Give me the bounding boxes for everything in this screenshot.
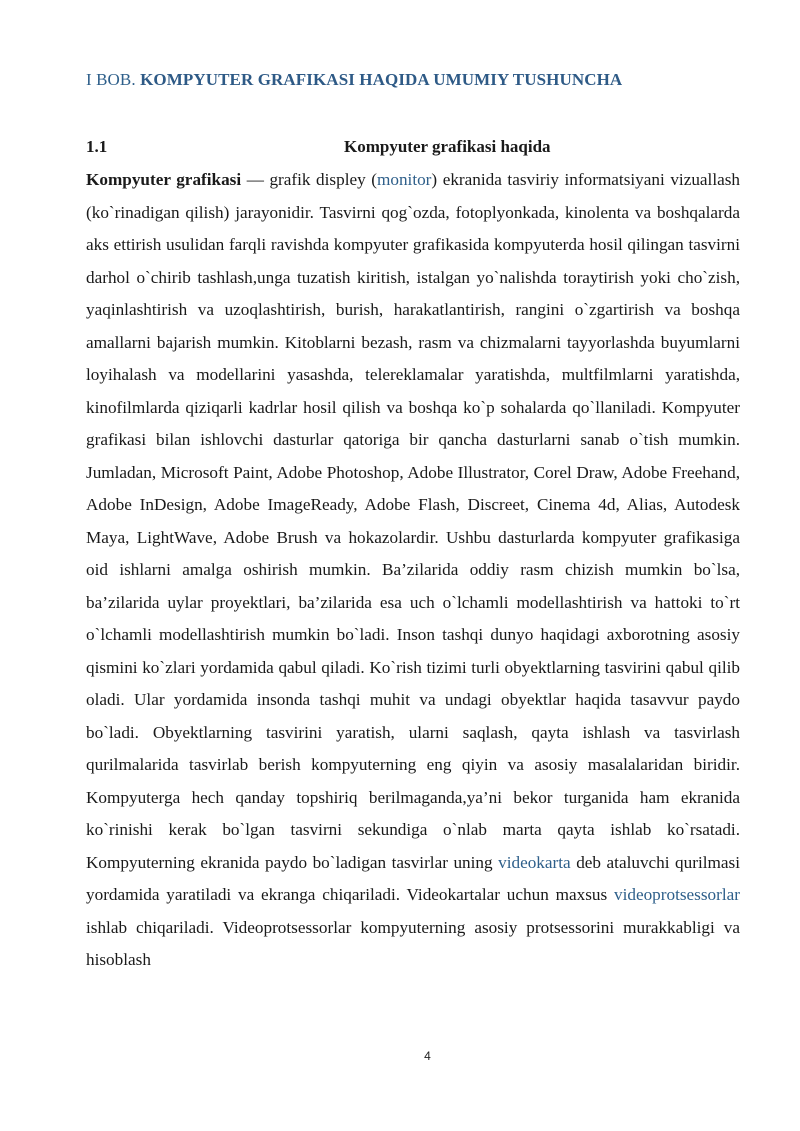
chapter-title: KOMPYUTER GRAFIKASI HAQIDA UMUMIY TUSHUNCHA [140, 70, 623, 89]
chapter-prefix: I BOB. [86, 70, 136, 89]
body-text-3: deb ataluvchi qurilmasi yordamida yaratiladi va ekranga chiqariladi. Videokartalar uchun maxsus [86, 852, 740, 904]
body-paragraph [86, 164, 740, 977]
videoprotsessorlar-link[interactable]: videoprotsessorlar [613, 885, 740, 904]
section-heading [86, 137, 740, 159]
monitor-link[interactable]: monitor [376, 170, 432, 189]
section-number: 1.1 [86, 137, 108, 156]
body-text-4: ishlab chiqariladi. Videoprotsessorlar kompyuterning asosiy protsessorini murakkabligi va hisoblash [86, 917, 740, 969]
page-number: 4 [424, 1049, 431, 1063]
defined-term: Kompyuter grafikasi [86, 170, 242, 189]
section-title: Kompyuter grafikasi haqida [344, 137, 551, 156]
body-text-1: — grafik displey ( [241, 170, 377, 189]
chapter-heading [86, 70, 766, 90]
body-text-2: ) ekranida tasviriy informatsiyani vizuallash (ko`rinadigan qilish) jarayonidir. Tasvirni qog`ozda, fotoplyonkada, kinolenta va boshqalarda aks ettirish usulidan farqli ravishda kompyuter grafikasida kompyuterda hosil qilingan tasvirni darhol o`chirib tashlash,unga tuzatish kiritish, istalgan yo`nalishda toraytirish yoki cho`zish, yaqinlashtirish va uzoqlashtirish, burish, harakatlantirish, rangini o`zgartirish va boshqa amallarni bajarish mumkin. Kitoblarni bezash, rasm va chizmalarni tayyorlashda buyumlarni loyihalash va modellarini yasashda, telereklamalar yaratishda, multfilmlarni yaratishda, kinofilmlarda qiziqarli kadrlar hosil qilish va boshqa ko`p sohalarda qo`llaniladi. Kompyuter grafikasi bilan ishlovchi dasturlar qatoriga bir qancha dasturlarni sanab o`tish mumkin. Jumladan, Microsoft Paint, Adobe Photoshop, Adobe Illustrator, Corel Draw, Adobe Freehand, Adobe InDesign, Adobe ImageReady, Adobe Flash, Discreet, Cinema 4d, Alias, Autodesk Maya, LightWave, Adobe Brush va hokazolardir. Ushbu dasturlarda kompyuter grafikasiga oid ishlarni amalga oshirish mumkin. Ba’zilarida oddiy rasm chizish mumkin bo`lsa, ba’zilarida uylar proyektlari, ba’zilarida esa uch o`lchamli modellashtirish va hattoki to`rt o`lchamli modellashtirish mumkin bo`ladi. Inson tashqi dunyo haqidagi axborotning asosiy qismini ko`zlari yordamida qabul qiladi. Ko`rish tizimi turli obyektlarning tasvirini qabul qilib oladi. Ular yordamida insonda tashqi muhit va undagi obyektlar haqida tasavvur paydo bo`ladi. Obyektlarning tasvirini yaratish, ularni saqlash, qayta ishlash va tasvirlash qurilmalarida tasvirlab berish kompyuterning eng qiyin va asosiy masalalaridan biridir. Kompyuterga hech qanday topshiriq berilmaganda,ya’ni bekor turganida ham ekranida ko`rinishi kerak bo`lgan tasvirni sekundiga o`nlab marta qayta ishlab ko`rsatadi. Kompyuterning ekranida paydo bo`ladigan tasvirlar uning [86, 170, 741, 872]
videokarta-link[interactable]: videokarta [498, 852, 571, 872]
